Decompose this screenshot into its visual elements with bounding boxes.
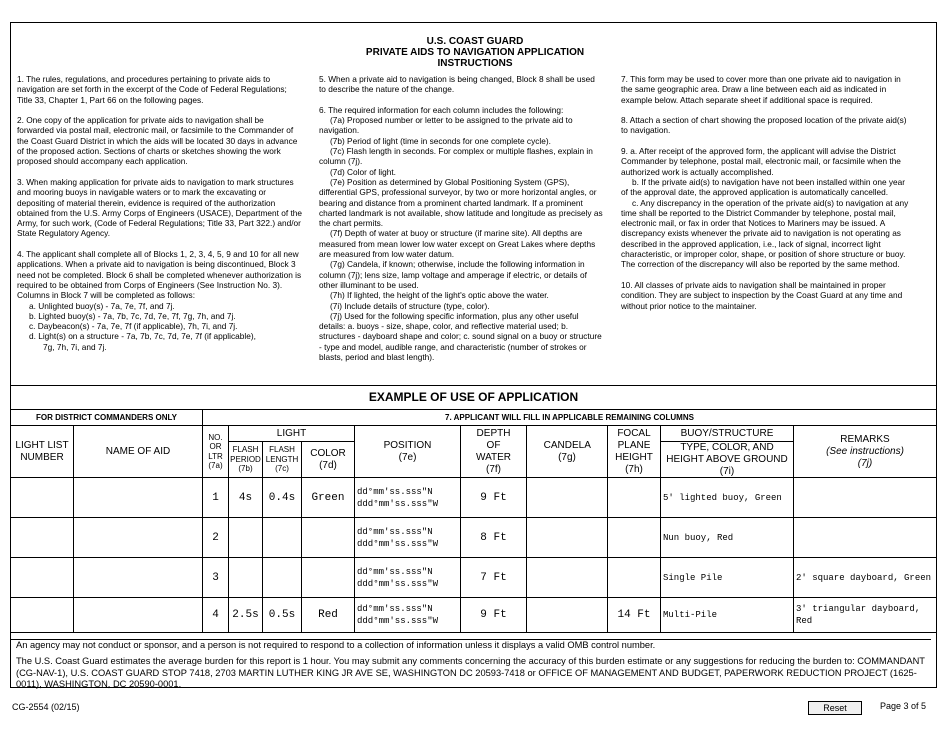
instruction-6-7j: (7j) Used for the following specific information, plus any other useful details: a. buoys - size, shape, color, and reflective material used; b. structures - dayboard shape and color; c. sound signal on a buoy or structure - type and model, audible range, and characteristic (number of strokes or blasts, period and blast length). <box>319 310 602 363</box>
instruction-4d: d. Light(s) on a structure - 7a, 7b, 7c, 7d, 7e, 7f (if applicable), <box>29 331 256 342</box>
position-longitude: ddd°mm'ss.sss"W <box>357 616 439 626</box>
col-type-color-height: TYPE, COLOR, AND HEIGHT ABOVE GROUND (7i) <box>660 441 794 478</box>
cell-number[interactable]: 4 <box>202 597 229 633</box>
cell-candela[interactable] <box>526 597 608 633</box>
col-number: NO. OR LTR (7a) <box>202 425 229 478</box>
cell-remarks[interactable] <box>793 517 937 558</box>
cell-light-list[interactable] <box>10 597 74 633</box>
cell-flash-period[interactable]: 2.5s <box>228 597 263 633</box>
cell-focal[interactable] <box>607 557 661 598</box>
col-name-of-aid: NAME OF AID <box>73 425 203 478</box>
instructions-column-1 <box>17 74 302 352</box>
cell-name[interactable] <box>73 557 203 598</box>
cell-type[interactable]: 5' lighted buoy, Green <box>660 477 794 518</box>
instruction-1: 1. The rules, regulations, and procedures pertaining to private aids to navigation are set forth in the excerpt of the Code of Federal Regulations; Title 33, Chapter 1, Part 66 on the following pages. <box>17 74 287 105</box>
cell-flash-length[interactable] <box>262 517 302 558</box>
instruction-6-7g: (7g) Candela, if known; otherwise, include the following information in column (7j); lens size, lamp voltage and amperage if electric, or details of other illuminant to be used. <box>319 259 587 290</box>
cell-color[interactable]: Green <box>301 477 355 518</box>
instruction-4b: b. Lighted buoy(s) - 7a, 7b, 7c, 7d, 7e, 7f, 7g, 7h, and 7j. <box>29 310 236 321</box>
col-light-list-number: LIGHT LIST NUMBER <box>10 425 74 478</box>
cell-type[interactable]: Multi-Pile <box>660 597 794 633</box>
instruction-6-7b: (7b) Period of light (time in seconds for one complete cycle). <box>330 135 551 146</box>
instruction-6-7e: (7e) Position as determined by Global Positioning System (GPS), differential GPS, professional surveyor, by two or more horizontal angles, or bearing and distance from a prominent charted landmark. If a prominent charted landmark is not available, show latitude and longitude as precisely as the chart permits. <box>319 176 603 229</box>
cell-type[interactable]: Nun buoy, Red <box>660 517 794 558</box>
cell-flash-period[interactable] <box>228 557 263 598</box>
instruction-6-7f: (7f) Depth of water at buoy or structure (if marine site). All depths are measured from mean lower low water except on Great Lakes where depths are measured from low water datum. <box>319 228 596 260</box>
col-flash-period: FLASH PERIOD (7b) <box>228 441 263 478</box>
instruction-8: 8. Attach a section of chart showing the proposed location of the private aid(s) to navigation. <box>621 115 907 136</box>
cell-light-list[interactable] <box>10 557 74 598</box>
cell-candela[interactable] <box>526 517 608 558</box>
instruction-9a: 9. a. After receipt of the approved form, the applicant will advise the District Commander by telephone, postal mail, electronic mail, or facsimile when the authorized work is actually accomplished. <box>621 146 901 177</box>
instruction-6-7h: (7h) If lighted, the height of the light's optic above the water. <box>330 290 549 301</box>
page-number: Page 3 of 5 <box>880 701 927 711</box>
col-light-group: LIGHT <box>228 425 355 442</box>
col-buoy-structure: BUOY/STRUCTURE <box>660 425 794 442</box>
remarks-code: (7j) <box>857 457 873 469</box>
cell-position[interactable] <box>354 597 461 633</box>
cell-number[interactable]: 2 <box>202 517 229 558</box>
remarks-sub: (See instructions) <box>826 445 904 457</box>
instruction-4d-cont: 7g, 7h, 7i, and 7j. <box>43 341 107 352</box>
cell-remarks[interactable] <box>793 477 937 518</box>
cell-depth[interactable]: 7 Ft <box>460 557 527 598</box>
col-candela: CANDELA (7g) <box>526 425 608 478</box>
cell-depth[interactable]: 9 Ft <box>460 477 527 518</box>
cell-color[interactable] <box>301 557 355 598</box>
position-longitude: ddd°mm'ss.sss"W <box>357 578 439 589</box>
form-title: PRIVATE AIDS TO NAVIGATION APPLICATION <box>365 47 585 58</box>
col-color: COLOR (7d) <box>301 441 355 478</box>
cell-position[interactable] <box>354 557 461 598</box>
cell-depth[interactable]: 9 Ft <box>460 597 527 633</box>
instruction-4a: a. Unlighted buoy(s) - 7a, 7e, 7f, and 7j. <box>29 300 175 311</box>
cell-number[interactable]: 1 <box>202 477 229 518</box>
col-position: POSITION (7e) <box>354 425 461 478</box>
cell-flash-length[interactable]: 0.5s <box>262 597 302 633</box>
instructions-heading: INSTRUCTIONS <box>437 58 513 69</box>
cell-color[interactable]: Red <box>301 597 355 633</box>
agency-name: U.S. COAST GUARD <box>426 36 524 47</box>
position-latitude: dd°mm'ss.sss"N <box>357 526 433 537</box>
form-id: CG-2554 (02/15) <box>12 702 80 712</box>
position-latitude: dd°mm'ss.sss"N <box>357 604 433 614</box>
instruction-5: 5. When a private aid to navigation is being changed, Block 8 shall be used to describe the nature of the change. <box>319 74 595 95</box>
instruction-3: 3. When making application for private aids to navigation to mark structures and mooring buoys in navigable waters or to mark the excavating or depositing of material therein, evidence is required of the authorization obtained from the U.S. Army Corps of Engineers (USACE), Department of the Army, for such work, (Code of Federal Regulations; Title 33, Part 322.) and/or State Regulatory Agency. <box>17 176 302 239</box>
instruction-2: 2. One copy of the application for private aids to navigation shall be forwarded via postal mail, electronic mail, or facsimile to the Commander of the Coast Guard District in which the aids will be located 30 days in advance of the proposed action. Sections of charts or sketches showing the work proposed should accompany each application. <box>17 115 298 167</box>
col-focal-plane-height: FOCAL PLANE HEIGHT (7h) <box>607 425 661 478</box>
position-latitude: dd°mm'ss.sss"N <box>357 566 433 577</box>
cell-focal[interactable] <box>607 517 661 558</box>
instruction-4: 4. The applicant shall complete all of Blocks 1, 2, 3, 4, 5, 9 and 10 for all new applications. When a private aid to navigation is being discontinued, Block 3 need not be completed. Block 6 shall be completed whenever authorization is required to be obtained from Corps of Engineers (See Instruction No. 3). Columns in Block 7 will be completed as follows: <box>17 249 302 301</box>
instruction-7: 7. This form may be used to cover more than one private aid to navigation in the same geographic area. Draw a line between each aid as indicated in example below. Attach separate sheet if additional space is required. <box>621 74 901 105</box>
example-title: EXAMPLE OF USE OF APPLICATION <box>10 385 937 407</box>
position-longitude: ddd°mm'ss.sss"W <box>357 538 439 549</box>
cell-remarks[interactable]: 2' square dayboard, Green <box>793 557 937 598</box>
cell-candela[interactable] <box>526 477 608 518</box>
instructions-column-2 <box>319 74 604 362</box>
col-remarks <box>793 425 937 478</box>
instruction-10: 10. All classes of private aids to navigation shall be maintained in proper condition. They are subject to inspection by the Coast Guard at any time and without prior notice to the maintainer. <box>621 279 903 311</box>
instruction-9c: c. Any discrepancy in the operation of the private aid(s) to navigation at any time shall be reported to the District Commander by telephone, postal mail, electronic mail, or fax in order that Notices to Mariners may be issued. A discrepancy exists whenever the private aid to navigation is not operating as described in the approved application, i.e., lack of signal, incorrect light characteristic, or improper color, shape, or position of shore structure or buoy. The correction of the discrepancy will also be reported by the same method. <box>621 197 909 270</box>
cell-focal[interactable] <box>607 477 661 518</box>
instruction-4c: c. Daybeacon(s) - 7a, 7e, 7f (if applicable), 7h, 7i, and 7j. <box>29 321 238 332</box>
cell-flash-length[interactable]: 0.4s <box>262 477 302 518</box>
cell-flash-length[interactable] <box>262 557 302 598</box>
instruction-6: 6. The required information for each column includes the following: <box>319 104 564 115</box>
cell-position[interactable] <box>354 517 461 558</box>
instruction-6-7c: (7c) Flash length in seconds. For complex or multiple flashes, explain in column (7j). <box>319 146 593 167</box>
cell-light-list[interactable] <box>10 517 74 558</box>
cell-name[interactable] <box>73 597 203 633</box>
cell-remarks[interactable]: 3' triangular dayboard, Red <box>793 597 937 633</box>
cell-name[interactable] <box>73 517 203 558</box>
remarks-label: REMARKS <box>840 433 890 445</box>
cell-name[interactable] <box>73 477 203 518</box>
cell-candela[interactable] <box>526 557 608 598</box>
instruction-6-7d: (7d) Color of light. <box>330 166 396 177</box>
cell-focal[interactable]: 14 Ft <box>607 597 661 633</box>
position-longitude: ddd°mm'ss.sss"W <box>357 498 439 509</box>
cell-light-list[interactable] <box>10 477 74 518</box>
instruction-9b: b. If the private aid(s) to navigation have not been installed within one year of the approval date, the approved application is automatically cancelled. <box>621 176 906 198</box>
cell-type[interactable]: Single Pile <box>660 557 794 598</box>
cell-flash-period[interactable]: 4s <box>228 477 263 518</box>
applicant-header: 7. APPLICANT WILL FILL IN APPLICABLE REMAINING COLUMNS <box>202 409 937 426</box>
cell-color[interactable] <box>301 517 355 558</box>
instruction-6-7a: (7a) Proposed number or letter to be assigned to the private aid to navigation. <box>319 115 573 136</box>
cell-number[interactable]: 3 <box>202 557 229 598</box>
cell-position[interactable] <box>354 477 461 518</box>
omb-notice: An agency may not conduct or sponsor, and a person is not required to respond to a collection of information unless it displays a valid OMB control number. <box>10 639 931 652</box>
reset-button[interactable]: Reset <box>808 701 862 715</box>
instructions-column-3 <box>621 74 909 321</box>
col-depth: DEPTH OF WATER (7f) <box>460 425 527 478</box>
instruction-6-7i: (7i) Include details of structure (type, color). <box>330 300 490 311</box>
col-flash-length: FLASH LENGTH (7c) <box>262 441 302 478</box>
district-header: FOR DISTRICT COMMANDERS ONLY <box>10 409 203 426</box>
cell-depth[interactable]: 8 Ft <box>460 517 527 558</box>
position-latitude: dd°mm'ss.sss"N <box>357 486 433 497</box>
burden-statement: The U.S. Coast Guard estimates the average burden for this report is 1 hour. You may submit any comments concerning the accuracy of this burden estimate or any suggestions for reducing the burden to: COMMANDANT (CG-NAV-1), U.S. COAST GUARD STOP 7418, 2703 MARTIN LUTHER KING JR AVE SE, WASHINGTON DC 20593-7418 or OFFICE OF MANAGEMENT AND BUDGET, PAPERWORK REDUCTION PROJECT (1625-0011), WASHINGTON, DC 20590-0001. <box>16 656 925 689</box>
cell-flash-period[interactable] <box>228 517 263 558</box>
